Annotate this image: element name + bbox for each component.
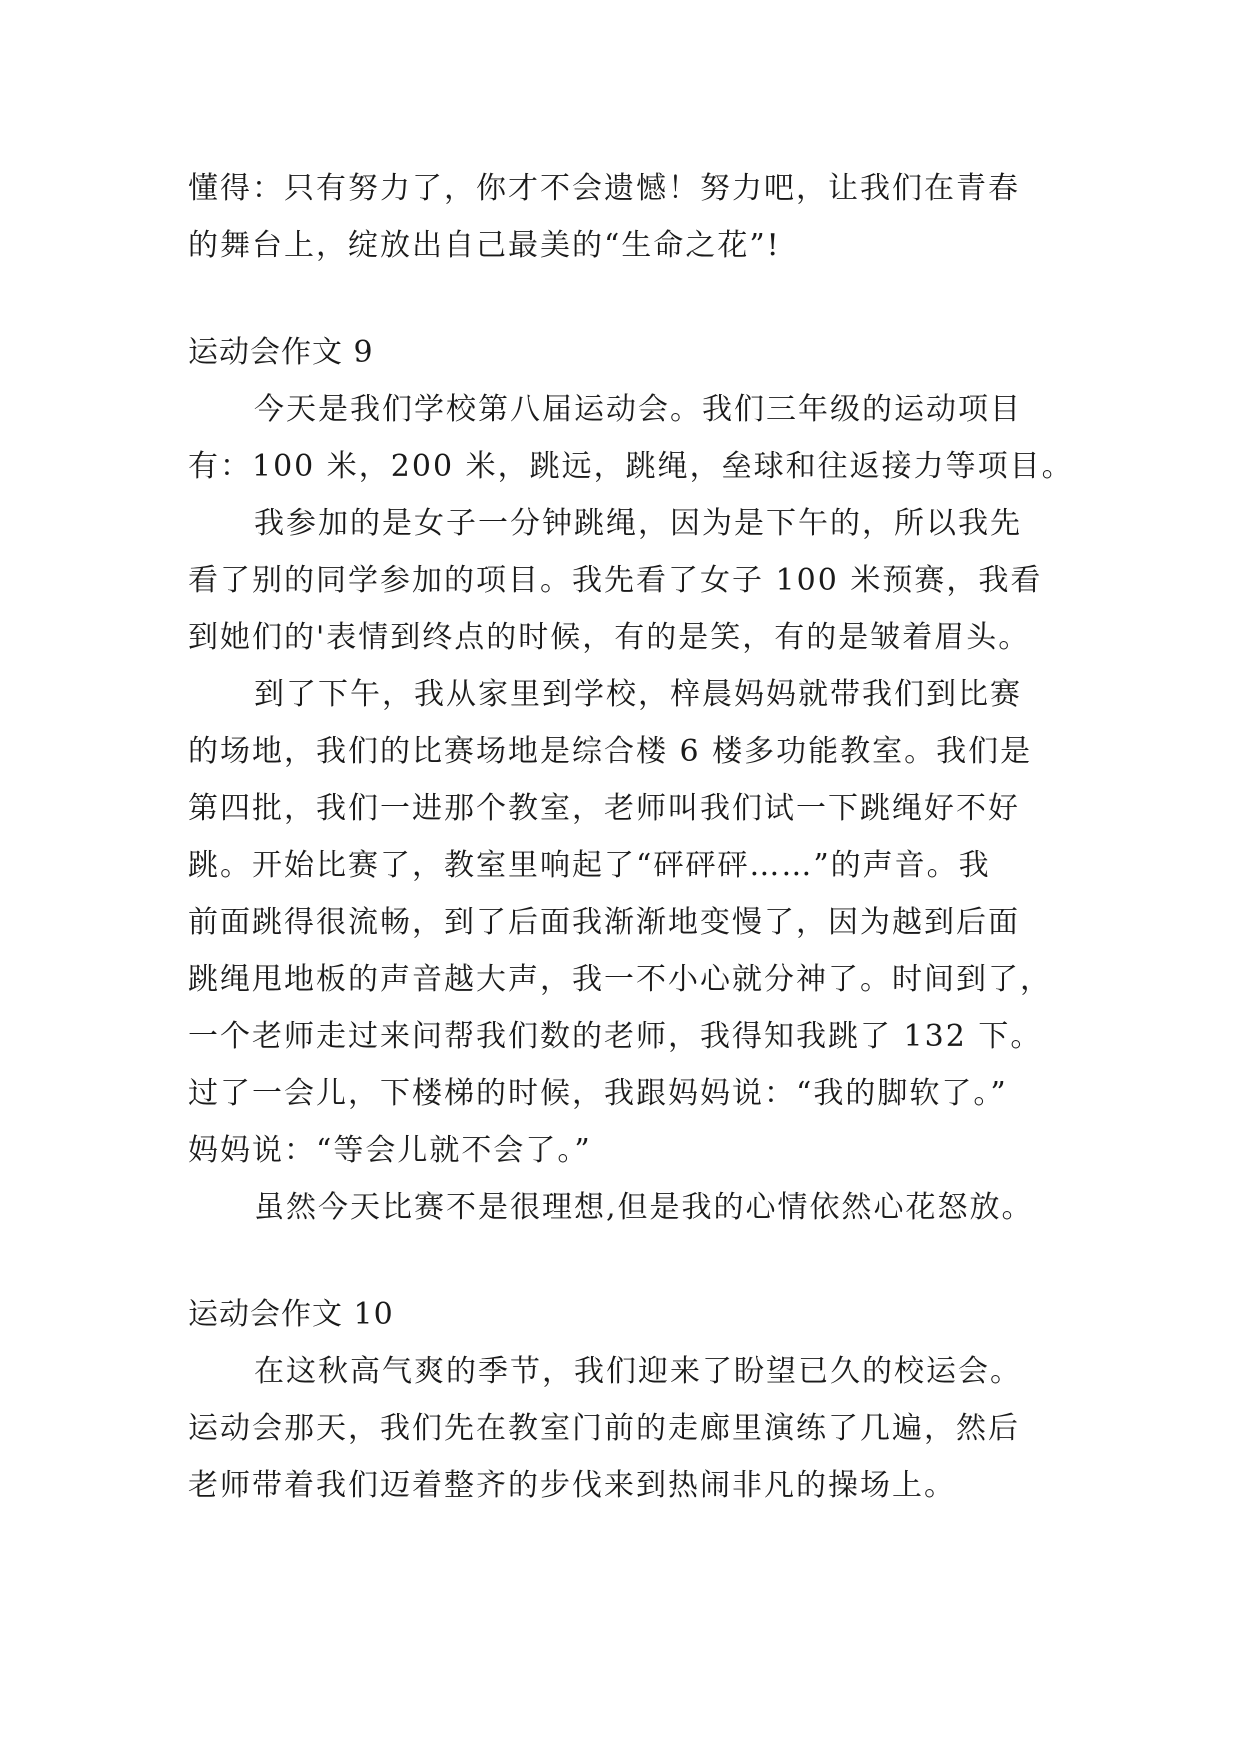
paragraph-line: 运动会那天，我们先在教室门前的走廊里演练了几遍，然后 xyxy=(188,1411,1020,1446)
paragraph-line: 有：100 米，200 米，跳远，跳绳，垒球和往返接力等项目。 xyxy=(188,449,1074,484)
paragraph-line: 前面跳得很流畅，到了后面我渐渐地变慢了，因为越到后面 xyxy=(188,905,1020,940)
paragraph-line: 到她们的'表情到终点的时候，有的是笑，有的是皱着眉头。 xyxy=(188,620,1031,655)
document-body xyxy=(188,160,1074,1514)
paragraph-line: 懂得：只有努力了，你才不会遗憾！努力吧，让我们在青春 xyxy=(188,171,1020,206)
paragraph-line: 的舞台上，绽放出自己最美的“生命之花”! xyxy=(188,228,781,263)
paragraph-line: 第四批，我们一进那个教室，老师叫我们试一下跳绳好不好 xyxy=(188,791,1020,826)
paragraph-line: 过了一会儿，下楼梯的时候，我跟妈妈说：“我的脚软了。” xyxy=(188,1076,1008,1111)
paragraph-line: 今天是我们学校第八届运动会。我们三年级的运动项目 xyxy=(254,392,1022,427)
paragraph-line: 的场地，我们的比赛场地是综合楼 6 楼多功能教室。我们是 xyxy=(188,734,1033,769)
paragraph-line: 跳。开始比赛了，教室里响起了“砰砰砰……”的声音。我 xyxy=(188,848,991,883)
paragraph-line: 在这秋高气爽的季节，我们迎来了盼望已久的校运会。 xyxy=(254,1354,1022,1389)
section-title-essay-9: 运动会作文 9 xyxy=(188,335,374,370)
section-title-essay-10: 运动会作文 10 xyxy=(188,1297,394,1332)
paragraph-line: 到了下午，我从家里到学校，梓晨妈妈就带我们到比赛 xyxy=(254,677,1022,712)
paragraph-line: 跳绳甩地板的声音越大声，我一不小心就分神了。时间到了， xyxy=(188,962,1052,997)
paragraph-line: 我参加的是女子一分钟跳绳，因为是下午的，所以我先 xyxy=(254,506,1022,541)
paragraph-line: 虽然今天比赛不是很理想,但是我的心情依然心花怒放。 xyxy=(254,1190,1034,1225)
paragraph-line: 妈妈说：“等会儿就不会了。” xyxy=(188,1133,592,1168)
paragraph-line: 一个老师走过来问帮我们数的老师，我得知我跳了 132 下。 xyxy=(188,1019,1043,1054)
paragraph-line: 老师带着我们迈着整齐的步伐来到热闹非凡的操场上。 xyxy=(188,1468,956,1503)
section-gap xyxy=(188,274,1068,324)
section-gap xyxy=(188,1236,1068,1286)
paragraph-line: 看了别的同学参加的项目。我先看了女子 100 米预赛，我看 xyxy=(188,563,1043,598)
